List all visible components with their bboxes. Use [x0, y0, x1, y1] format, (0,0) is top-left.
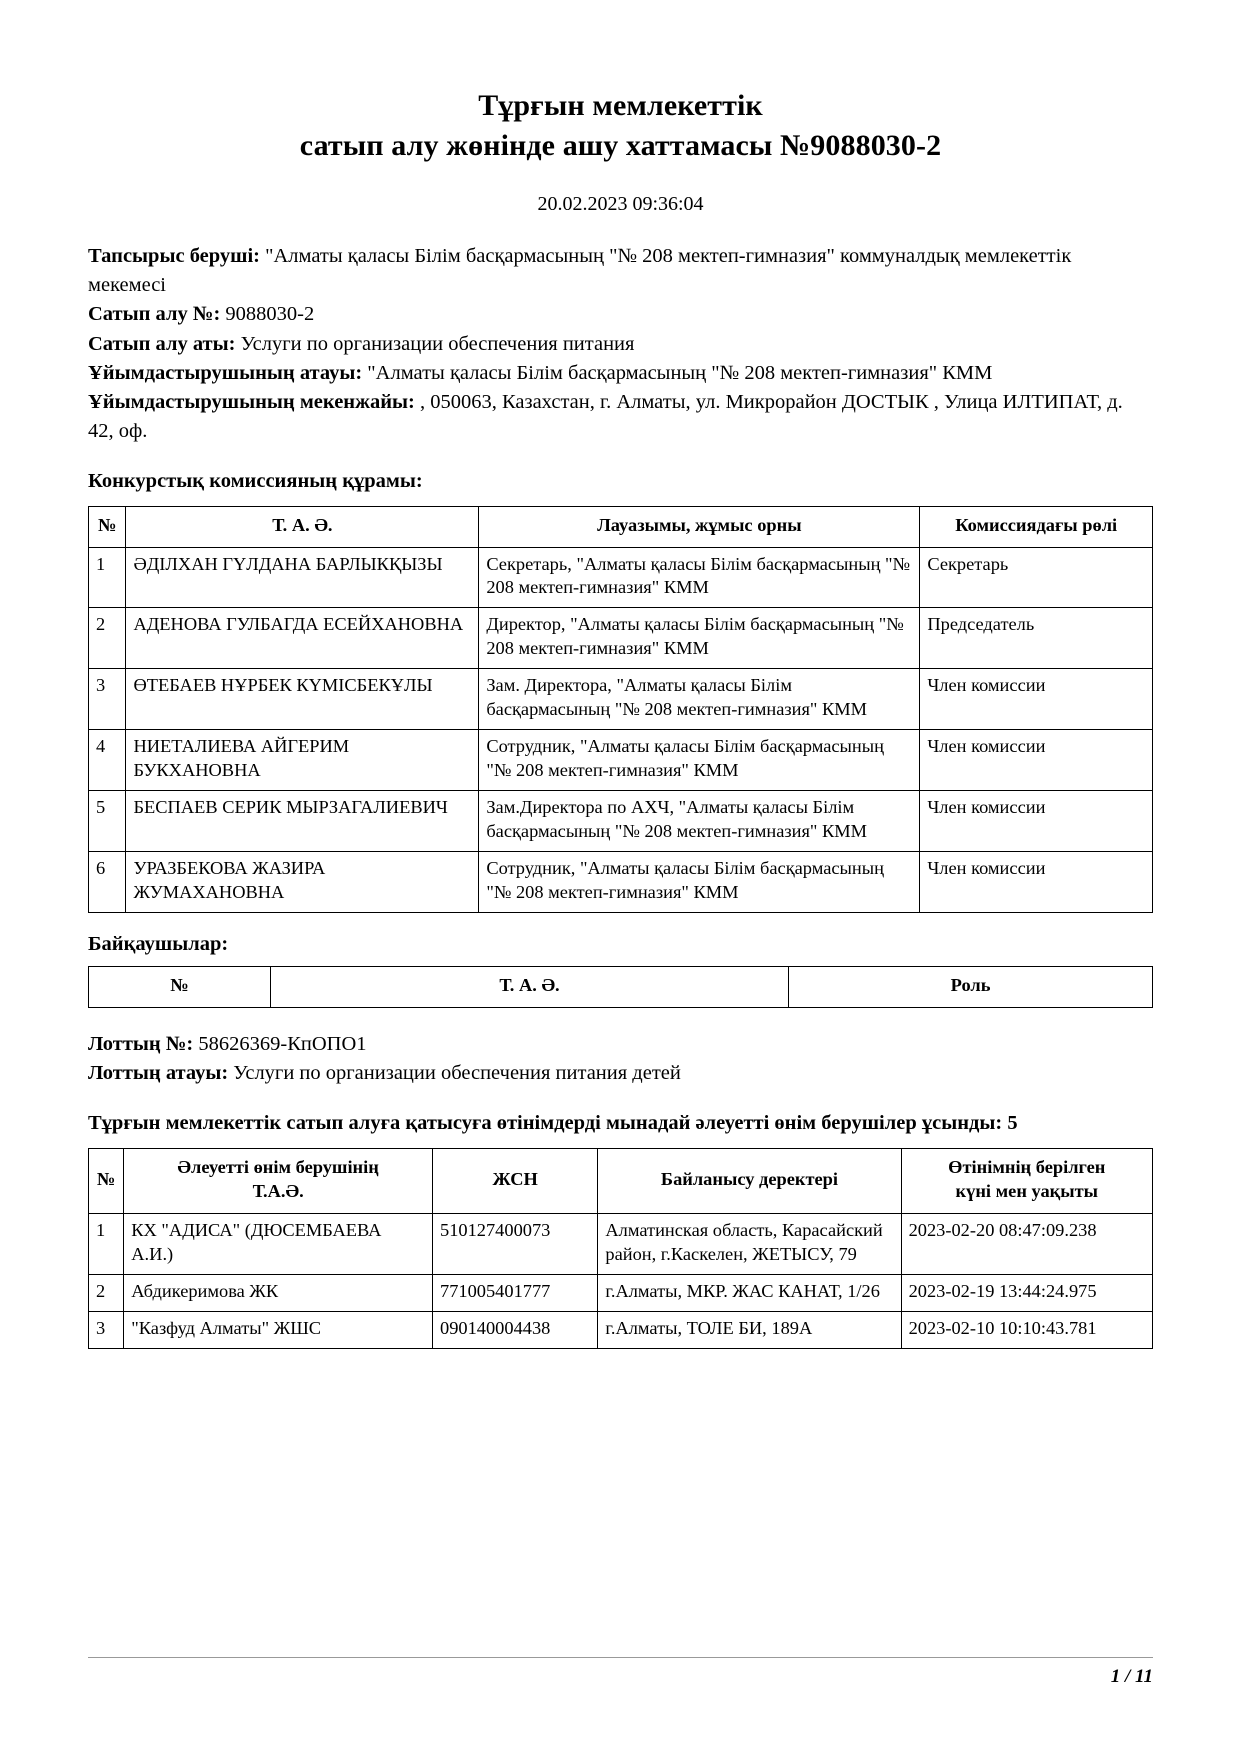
commission-row-role: Член комиссии — [920, 851, 1153, 912]
bidder-row-name: Абдикеримова ЖК — [124, 1274, 433, 1311]
lot-info — [88, 1030, 1153, 1088]
lot-name-label: Лоттың атауы: — [88, 1062, 229, 1085]
lot-number-label: Лоттың №: — [88, 1033, 194, 1056]
page-footer — [88, 1657, 1153, 1688]
lot-number — [88, 1030, 1153, 1059]
table-row — [89, 608, 1153, 669]
bidder-row-iin: 510127400073 — [433, 1213, 598, 1274]
page-number: 1 / 11 — [1110, 1666, 1153, 1687]
commission-table — [88, 506, 1153, 913]
bidder-row-iin: 771005401777 — [433, 1274, 598, 1311]
commission-row-role: Член комиссии — [920, 669, 1153, 730]
commission-row-position: Зам.Директора по АХЧ, "Алматы қаласы Білім басқармасының "№ 208 мектеп-гимназия" КММ — [479, 790, 920, 851]
table-row — [89, 1213, 1153, 1274]
document-datetime: 20.02.2023 09:36:04 — [537, 193, 704, 216]
meta-purchase-number — [88, 300, 1153, 329]
lot-name — [88, 1059, 1153, 1088]
meta-purchase-number-value: 9088030-2 — [225, 303, 315, 326]
commission-row-no: 2 — [89, 608, 126, 669]
bidders-col-date-line-1: Өтінімнің берілген — [948, 1157, 1106, 1178]
bidder-row-contact: г.Алматы, ТОЛЕ БИ, 189А — [598, 1311, 901, 1348]
meta-purchase-name — [88, 330, 1153, 359]
footer-divider — [88, 1657, 1153, 1658]
bidders-table — [88, 1148, 1153, 1349]
lot-number-value: 58626369-КпОПО1 — [198, 1033, 367, 1056]
commission-row-role: Член комиссии — [920, 790, 1153, 851]
commission-row-position: Директор, "Алматы қаласы Білім басқармасының "№ 208 мектеп-гимназия" КММ — [479, 608, 920, 669]
commission-row-no: 4 — [89, 730, 126, 791]
table-row — [89, 790, 1153, 851]
commission-row-name: АДЕНОВА ГУЛБАГДА ЕСЕЙХАНОВНА — [126, 608, 479, 669]
meta-purchase-number-label: Сатып алу №: — [88, 303, 221, 326]
table-row — [89, 669, 1153, 730]
bidder-row-date: 2023-02-10 10:10:43.781 — [901, 1311, 1152, 1348]
commission-row-position: Зам. Директора, "Алматы қаласы Білім басқармасының "№ 208 мектеп-гимназия" КММ — [479, 669, 920, 730]
meta-organizer-address-label: Ұйымдастырушының мекенжайы: — [88, 390, 415, 413]
bidders-col-contact: Байланысу деректері — [598, 1149, 901, 1214]
table-header-row — [89, 1149, 1153, 1214]
table-row — [89, 851, 1153, 912]
table-header-row — [89, 967, 1153, 1008]
meta-organizer-name-value: "Алматы қаласы Білім басқармасының "№ 208 мектеп-гимназия" КММ — [367, 361, 993, 384]
commission-heading: Конкурстық комиссияның құрамы: — [88, 469, 423, 492]
commission-row-role: Секретарь — [920, 547, 1153, 608]
commission-col-name: Т. А. Ә. — [126, 506, 479, 547]
commission-row-no: 1 — [89, 547, 126, 608]
bidders-col-name-line-2: Т.А.Ә. — [252, 1181, 304, 1202]
commission-col-no: № — [89, 506, 126, 547]
table-row — [89, 730, 1153, 791]
bidders-heading: Тұрғын мемлекеттік сатып алуға қатысуға өтінімдерді мынадай әлеуетті өнім берушілер ұсынды: 5 — [88, 1112, 1018, 1135]
bidders-col-iin: ЖСН — [433, 1149, 598, 1214]
meta-organizer-address — [88, 388, 1153, 446]
commission-row-name: БЕСПАЕВ СЕРИК МЫРЗАГАЛИЕВИЧ — [126, 790, 479, 851]
bidder-row-no: 2 — [89, 1274, 124, 1311]
table-row — [89, 1311, 1153, 1348]
table-row — [89, 547, 1153, 608]
commission-row-position: Сотрудник, "Алматы қаласы Білім басқармасының "№ 208 мектеп-гимназия" КММ — [479, 851, 920, 912]
meta-purchase-name-value: Услуги по организации обеспечения питания — [240, 332, 635, 355]
bidder-row-contact: г.Алматы, МКР. ЖАС КАНАТ, 1/26 — [598, 1274, 901, 1311]
page-title-line-1: Тұрғын мемлекеттік — [478, 89, 763, 122]
bidder-row-name: "Казфуд Алматы" ЖШС — [124, 1311, 433, 1348]
bidder-row-date: 2023-02-19 13:44:24.975 — [901, 1274, 1152, 1311]
observers-heading: Байқаушылар: — [88, 932, 229, 955]
lot-name-value: Услуги по организации обеспечения питания детей — [233, 1062, 681, 1085]
meta-organizer-address-value: , 050063, Казахстан, г. Алматы, ул. Микрорайон ДОСТЫК , Улица ИЛТИПАТ, д. 42, оф. — [88, 390, 1123, 442]
commission-row-name: НИЕТАЛИЕВА АЙГЕРИМ БУКХАНОВНА — [126, 730, 479, 791]
meta-purchase-name-label: Сатып алу аты: — [88, 332, 236, 355]
page-title-line-2: сатып алу жөнінде ашу хаттамасы №9088030-2 — [299, 128, 942, 162]
bidder-row-no: 1 — [89, 1213, 124, 1274]
document-meta — [88, 242, 1153, 446]
meta-customer-value: "Алматы қаласы Білім басқармасының "№ 208 мектеп-гимназия" коммуналдық мемлекеттік мекемесі — [88, 245, 1072, 297]
observers-col-name: Т. А. Ә. — [270, 967, 788, 1008]
bidders-col-date — [901, 1149, 1152, 1214]
commission-col-position: Лауазымы, жұмыс орны — [479, 506, 920, 547]
commission-row-role: Председатель — [920, 608, 1153, 669]
commission-row-no: 3 — [89, 669, 126, 730]
commission-row-no: 6 — [89, 851, 126, 912]
bidder-row-iin: 090140004438 — [433, 1311, 598, 1348]
commission-row-no: 5 — [89, 790, 126, 851]
observers-table — [88, 966, 1153, 1008]
bidders-col-no: № — [89, 1149, 124, 1214]
bidder-row-date: 2023-02-20 08:47:09.238 — [901, 1213, 1152, 1274]
bidders-col-name — [124, 1149, 433, 1214]
bidders-col-name-line-1: Әлеуетті өнім берушінің — [177, 1157, 379, 1178]
commission-col-role: Комиссиядағы рөлі — [920, 506, 1153, 547]
page-title — [88, 86, 1153, 165]
meta-organizer-name — [88, 359, 1153, 388]
commission-row-position: Сотрудник, "Алматы қаласы Білім басқармасының "№ 208 мектеп-гимназия" КММ — [479, 730, 920, 791]
table-row — [89, 1274, 1153, 1311]
bidders-col-date-line-2: күні мен уақыты — [955, 1181, 1099, 1202]
bidder-row-contact: Алматинская область, Карасайский район, г.Каскелен, ЖЕТЫСУ, 79 — [598, 1213, 901, 1274]
table-header-row — [89, 506, 1153, 547]
meta-customer-label: Тапсырыс беруші: — [88, 245, 260, 268]
observers-col-role: Роль — [789, 967, 1153, 1008]
meta-customer — [88, 242, 1153, 300]
bidder-row-no: 3 — [89, 1311, 124, 1348]
commission-row-role: Член комиссии — [920, 730, 1153, 791]
meta-organizer-name-label: Ұйымдастырушының атауы: — [88, 361, 363, 384]
commission-row-name: ӘДІЛХАН ГҮЛДАНА БАРЛЫКҚЫЗЫ — [126, 547, 479, 608]
observers-col-no: № — [89, 967, 271, 1008]
commission-row-name: ӨТЕБАЕВ НҰРБЕК КҮМІСБЕКҰЛЫ — [126, 669, 479, 730]
commission-row-name: УРАЗБЕКОВА ЖАЗИРА ЖУМАХАНОВНА — [126, 851, 479, 912]
bidder-row-name: КХ "АДИСА" (ДЮСЕМБАЕВА А.И.) — [124, 1213, 433, 1274]
commission-row-position: Секретарь, "Алматы қаласы Білім басқармасының "№ 208 мектеп-гимназия" КММ — [479, 547, 920, 608]
